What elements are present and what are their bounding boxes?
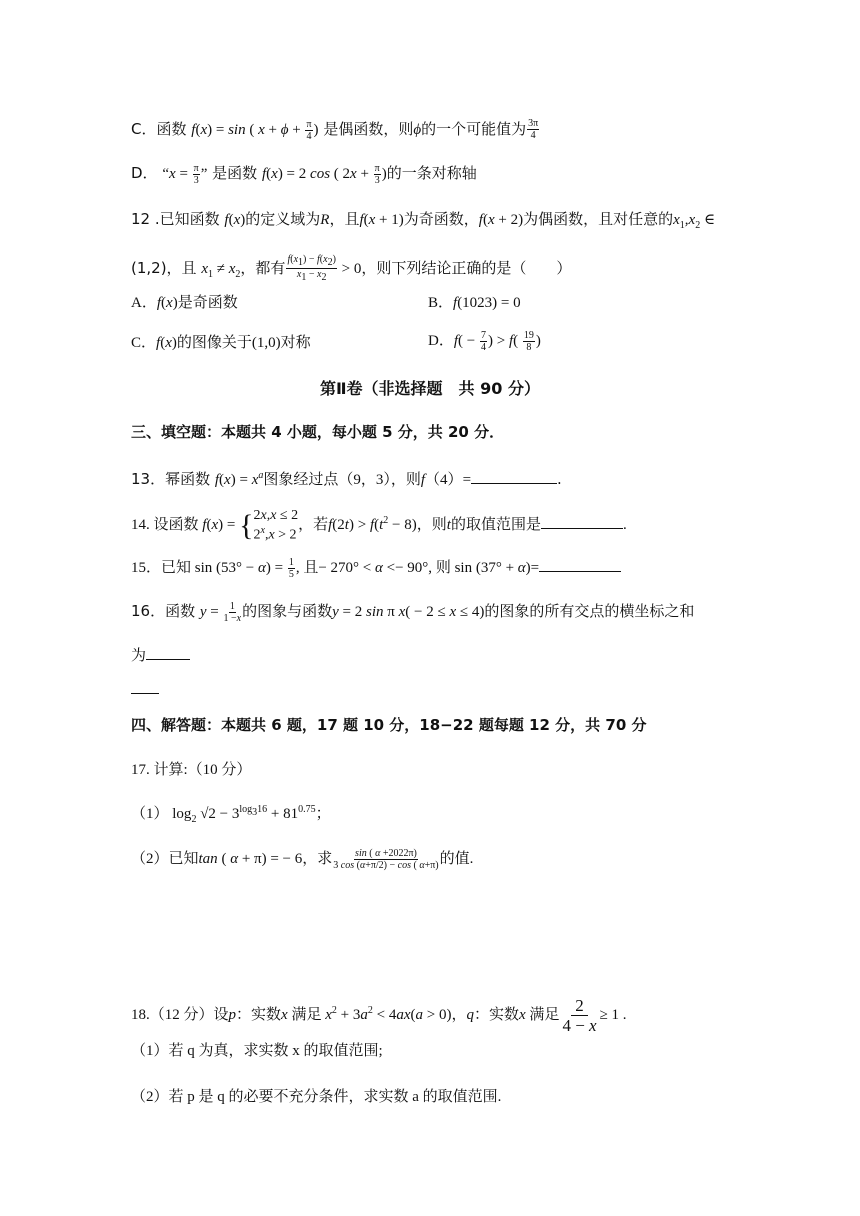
text: ，求 [302,851,333,867]
text: D． [428,333,454,349]
q16-blank-tail[interactable] [131,693,159,694]
text: B． [428,295,454,311]
q15-blank[interactable] [539,571,621,572]
text: 满足 [529,1007,560,1023]
text: . [622,517,627,533]
text: 的一个可能值为 [421,120,527,138]
text: = [530,560,540,576]
q13-blank[interactable] [471,483,557,484]
text: 16．函数 [131,602,196,620]
text: 的取值范围是 [450,517,541,533]
q18: 18.（12 分）设p：实数x 满足 $x^2 + 3a^2 < 4ax(a > 0)$，q：实数x 满足 $\frac{2}{4 - x}$ ≥ 1 . [131,996,627,1036]
text: ，若 [298,517,329,533]
q16-blank-continued [131,678,159,700]
q12-option-a: A．f(x)是奇函数 [131,295,238,311]
text: 满足 [291,1007,322,1023]
q15: 15．已知 sin (53° − α) = $\frac{1}{5}$ , 且− 270° < α <− 90°, 则 sin (37° + α)= [131,557,621,580]
text: 是奇函数 [177,295,238,311]
q17-part1: （1） $\log_2 √2 - 3^{log_316} + 81^{0.75}$； [131,804,331,825]
q12-option-d: D．f( − $\frac{7}{4}$ ) > f( $\frac{19}{8}$ ) [428,330,541,354]
text: 12 .已知函数 [131,210,220,228]
q14-blank[interactable] [541,528,623,529]
text: 是偶函数，则 [323,120,414,138]
text: 图象经过点（9，3），则 [263,472,421,488]
text: ，则 [416,517,447,533]
text: 为奇函数， [403,210,479,228]
text: ，都有 [240,259,286,277]
q11-option-c: C．函数 f(x) = sin ( x + ϕ + $\frac{\pi}{4}$ ) 是偶函数，则ϕ的一个可能值为 $\frac{3\pi}{4}$ [131,118,539,143]
text: 15．已知 [131,560,192,576]
text: （1） [131,806,169,822]
text: 18.（12 分）设 [131,1007,229,1023]
text: 14. 设函数 [131,517,199,533]
text: C．函数 [131,120,187,138]
q14: 14. 设函数 f(x) = { 2x,x ≤ 2 $2^x,x > 2$ ，若$f(2t) > f(t^2 - 8)$，则t的取值范围是 . [131,508,627,543]
q16-blank[interactable] [146,659,190,660]
text: ， [451,1007,467,1023]
text: 的值. [439,851,474,867]
q16-line2 [131,644,190,666]
text: ，且 [329,210,360,228]
text: 则 [435,560,451,576]
text: (1,2)，且 [131,259,197,277]
text: ：实数 [473,1007,519,1023]
section3-heading: 三、填空题：本题共 4 小题，每小题 5 分，共 20 分． [131,423,505,441]
text: 为偶函数，且对任意的 [523,210,674,228]
text: 且 [303,560,319,576]
q13: 13．幂函数 $f(x) = x^a$图象经过点（9，3），则f（4）= . [131,470,562,488]
text: （2）已知 [131,851,199,867]
text: ，则下列结论正确的是（ ） [361,259,572,277]
q12-option-b: B．f(1023) = 0 [428,295,521,311]
q18-part1: （1）若 q 为真，求实数 x 的取值范围; [131,1043,383,1059]
q16-line1: 16．函数 y = $\frac{1}{1 -x}$ 的图象与函数y = 2 sin π x( − 2 ≤ x ≤ 4)的图象的所有交点的横坐标之和 [131,601,695,625]
q18-part2: （2）若 p 是 q 的必要不充分条件，求实数 a 的取值范围. [131,1089,502,1105]
q12-option-c: C．f(x)的图像关于(1,0)对称 [131,335,311,351]
text: 的一条对称轴 [386,164,477,182]
text: = [462,472,472,488]
text: . [557,470,562,488]
text: 的图象与函数 [242,602,333,620]
q12-line1: 12 .已知函数 f(x)的定义域为R，且f(x + 1)为奇函数，f(x + 2)为偶函数，且对任意的$x_1,x_2$ ∈ [131,210,716,231]
q11-option-d: D． “x = $\frac{\pi}{3}$ ” 是函数 f(x) = 2 cos ( 2x + $\frac{\pi}{3}$ )的一条对称轴 [131,163,477,187]
text: ：实数 [236,1007,282,1023]
q17-part2: （2）已知tan ( α + π) = − 6，求 $\frac{\sin ( \alpha +2022\pi)}{3 \cos (\alpha+\pi/2) - \cos ( \alpha+\pi)}$ 的值. [131,848,474,872]
q17-title: 17. 计算:（10 分） [131,762,252,778]
text: 为 [131,646,147,664]
text: 的图象的所有交点的横坐标之和 [484,602,695,620]
text: 13．幂函数 [131,470,211,488]
text: 的图像关于(1,0)对称 [176,335,311,351]
part2-title: 第Ⅱ卷（非选择题 共 90 分） [320,379,540,398]
text: 是函数 [212,164,258,182]
section4-heading: 四、解答题：本题共 6 题，17 题 10 分，18−22 题每题 12 分，共 70 分 [131,716,647,734]
text: 的定义域为 [245,210,321,228]
q12-line2: (1,2)，且 $x_1 \ne x_2$，都有 $\frac{f(x_1) - f(x_2)}{x_1 - x_2}$ > 0，则下列结论正确的是（ ） [131,254,572,283]
text: D． [131,164,158,182]
